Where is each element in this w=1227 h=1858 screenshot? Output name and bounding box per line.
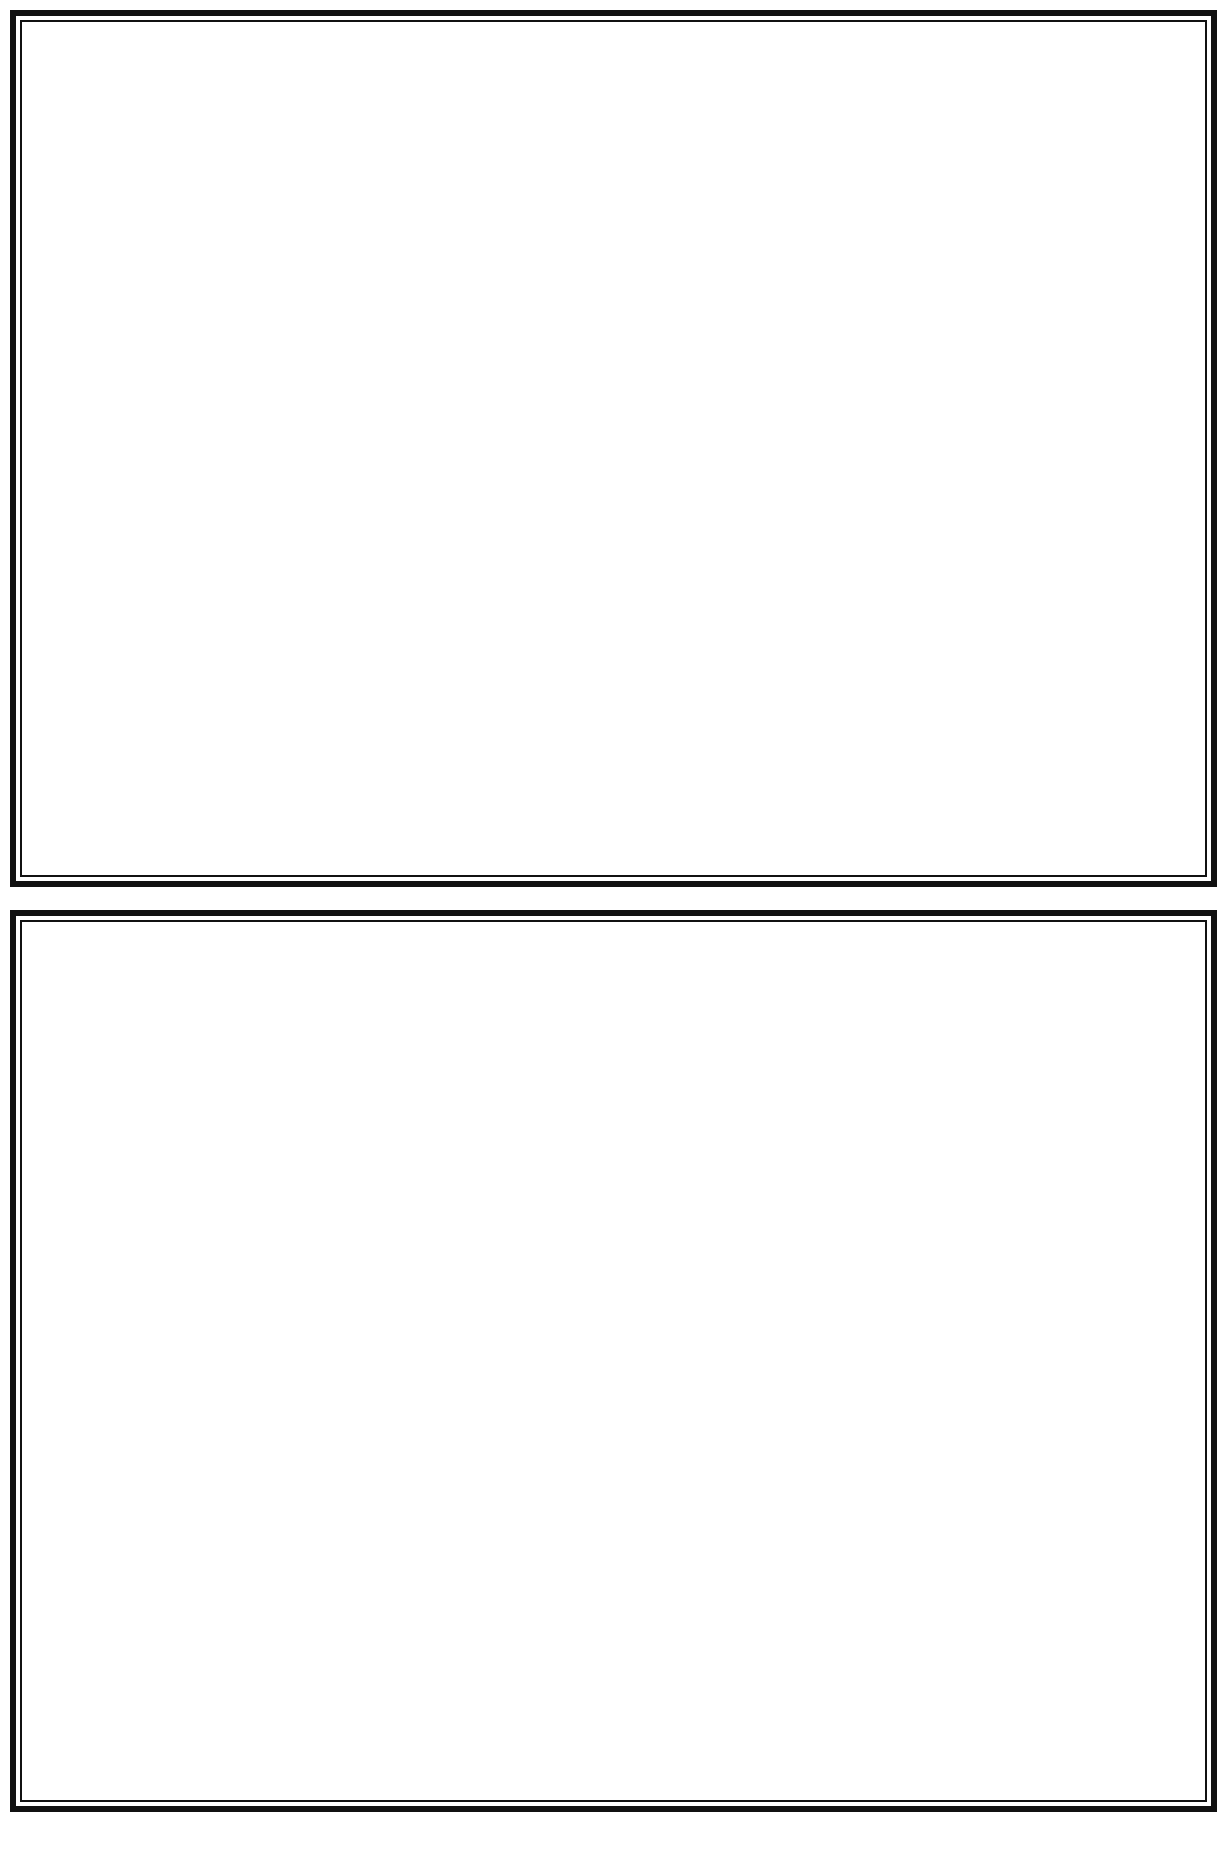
page-top-frame [20,20,1207,877]
page-bottom-frame [20,920,1207,1802]
page-bottom [10,910,1217,1812]
page-top [10,10,1217,887]
